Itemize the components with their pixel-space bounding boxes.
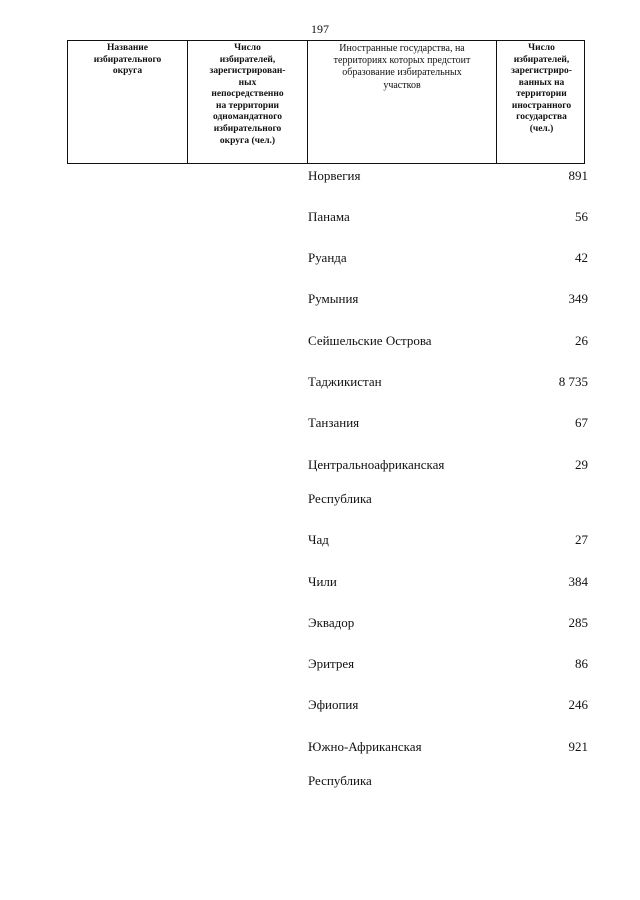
header-foreign-states: Иностранные государства, на территориях которых предстоит образование избирательных участков	[308, 41, 497, 163]
country-name: Чили	[308, 574, 337, 589]
country-name-continuation: Республика	[308, 773, 372, 788]
voter-count: 67	[575, 415, 588, 430]
voter-count: 891	[568, 168, 588, 183]
voter-count: 42	[575, 250, 588, 265]
voter-count: 246	[568, 697, 588, 712]
country-name: Чад	[308, 532, 329, 547]
header-district-name: Название избирательного округа	[68, 41, 188, 163]
voter-count: 349	[568, 291, 588, 306]
table-header	[67, 40, 585, 164]
country-name: Панама	[308, 209, 350, 224]
country-name: Румыния	[308, 291, 359, 306]
country-name: Норвегия	[308, 168, 361, 183]
voter-count: 27	[575, 532, 588, 547]
voter-count: 285	[568, 615, 588, 630]
voter-count: 29	[575, 457, 588, 472]
header-voters-abroad: Число избирателей, зарегистриро- ванных на территории иностранного государства (чел.)	[511, 43, 572, 135]
header-voters-in-district: Число избирателей, зарегистрирован- ных непосредственно на территории одномандатного избирательного округа (чел.)	[188, 41, 308, 163]
voter-count: 921	[568, 739, 588, 754]
country-name: Эфиопия	[308, 697, 359, 712]
country-name: Танзания	[308, 415, 360, 430]
country-name: Сейшельские Острова	[308, 333, 432, 348]
voter-count: 384	[568, 574, 588, 589]
country-name: Эритрея	[308, 656, 355, 671]
country-name: Центральноафриканская	[308, 457, 445, 472]
voter-count: 8 735	[558, 374, 588, 389]
voter-count: 56	[575, 209, 588, 224]
country-name: Руанда	[308, 250, 347, 265]
voter-count: 86	[575, 656, 588, 671]
page-number: 197	[311, 22, 329, 36]
country-name: Южно-Африканская	[308, 739, 422, 754]
country-name: Эквадор	[308, 615, 355, 630]
voter-count: 26	[575, 333, 588, 348]
country-name-continuation: Республика	[308, 491, 372, 506]
country-name: Таджикистан	[308, 374, 382, 389]
